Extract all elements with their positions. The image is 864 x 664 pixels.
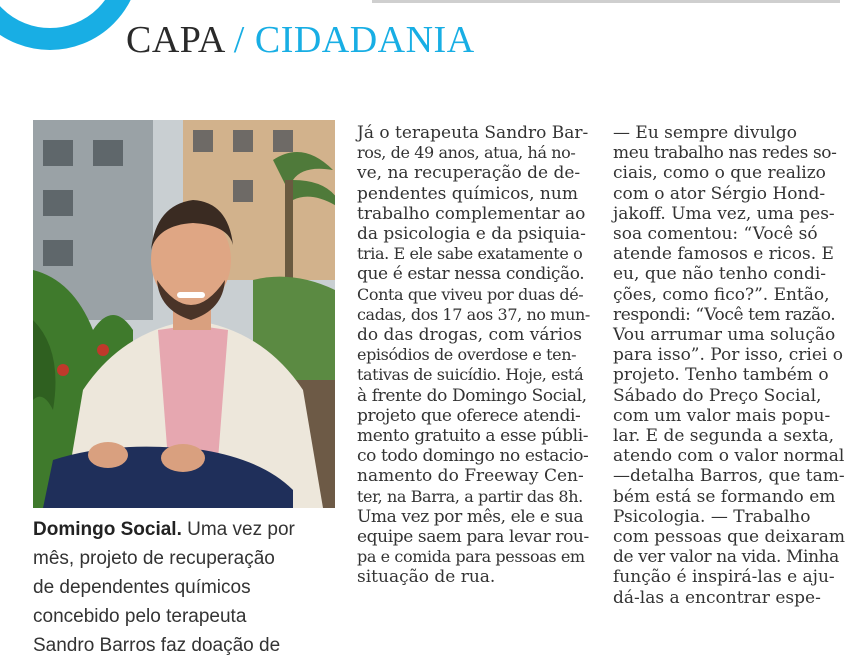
article-text-line: pendentes químicos, num [357,183,578,204]
article-text-line: meu trabalho nas redes so- [613,143,837,164]
article-text-line: atende famosos e ricos. E [613,244,834,265]
article-text-line: projeto que oferece atendi- [357,405,581,426]
article-text-line: que é estar nessa condição. [357,264,585,285]
article-text-line: ros, de 49 anos, atua, há no- [357,143,576,163]
subsection-label: CIDADANIA [254,19,475,61]
caption-line: Sandro Barros faz doação de [33,635,281,656]
article-text-line: tria. E ele sabe exatamente o [357,244,583,264]
article-text-line: do das drogas, com vários [357,325,583,346]
article-photo [33,120,335,508]
top-rule [372,0,840,3]
article-text-line: soa comentou: “Você só [613,224,818,245]
article-text-line: co todo domingo no estacio- [357,446,589,467]
caption-line: de dependentes químicos [33,577,251,598]
article-text-line: Uma vez por mês, ele e sua [357,506,584,527]
article-text-line: tativas de suicídio. Hoje, está [357,365,584,385]
article-column-3 [613,123,845,608]
article-text-line: ciais, como o que realizo [613,163,826,184]
article-text-line: namento do Freeway Cen- [357,466,584,487]
article-text-line: bém está se formando em [613,486,836,507]
caption-line: mês, projeto de recuperação [33,548,275,569]
caption-lead: Domingo Social. [33,519,182,540]
article-text-line: pa e comida para pessoas em [357,547,585,567]
article-text-line: eu, que não tenho condi- [613,264,827,285]
section-separator: / [233,19,245,61]
article-text-line: episódios de overdose e ten- [357,345,577,365]
caption-line: Uma vez por [181,519,295,540]
section-label: CAPA [126,19,224,61]
article-text-line: —detalha Barros, que tam- [613,466,845,487]
article-text-line: à frente do Domingo Social, [357,385,587,406]
article-text-line: Conta que viveu por duas dé- [357,284,584,304]
article-text-line: com o ator Sérgio Hond- [613,183,826,204]
article-text-line: respondi: “Você tem razão. [613,304,836,325]
article-text-line: de ver valor na vida. Minha [613,547,839,568]
article-text-line: projeto. Tenho também o [613,365,829,386]
article-column-2 [357,123,589,588]
photo-caption [33,515,333,660]
brand-circle [0,0,140,50]
article-text-line: para isso”. Por isso, criei o [613,345,843,366]
article-text-line: função é inspirá-las e aju- [613,567,835,588]
article-text-line: ve, na recuperação de de- [357,163,581,184]
section-header [126,18,475,62]
article-text-line: trabalho complementar ao [357,203,586,224]
article-text-line: ter, na Barra, a partir das 8h. [357,486,583,506]
article-text-line: ções, como fico?”. Então, [613,284,830,305]
article-text-line: situação de rua. [357,567,496,588]
article-text-line: equipe saem para levar rou- [357,527,589,548]
article-text-line: — Eu sempre divulgo [613,123,797,143]
article-text-line: Já o terapeuta Sandro Bar- [357,123,589,143]
article-text-line: lar. E de segunda a sexta, [613,426,835,447]
article-text-line: com pessoas que deixaram [613,527,845,548]
article-text-line: Sábado do Preço Social, [613,385,822,406]
article-text-line: dá-las a encontrar espe- [613,587,821,608]
article-text-line: com um valor mais popu- [613,405,831,426]
article-text-line: cadas, dos 17 aos 37, no mun- [357,304,590,324]
article-text-line: da psicologia e da psiquia- [357,224,586,245]
article-text-line: atendo com o valor normal [613,446,845,467]
caption-line: concebido pelo terapeuta [33,606,247,627]
article-text-line: jakoff. Uma vez, uma pes- [613,203,835,224]
article-text-line: Psicologia. — Trabalho [613,506,811,527]
article-text-line: mento gratuito a esse públi- [357,426,589,447]
article-text-line: Vou arrumar uma solução [613,325,836,346]
